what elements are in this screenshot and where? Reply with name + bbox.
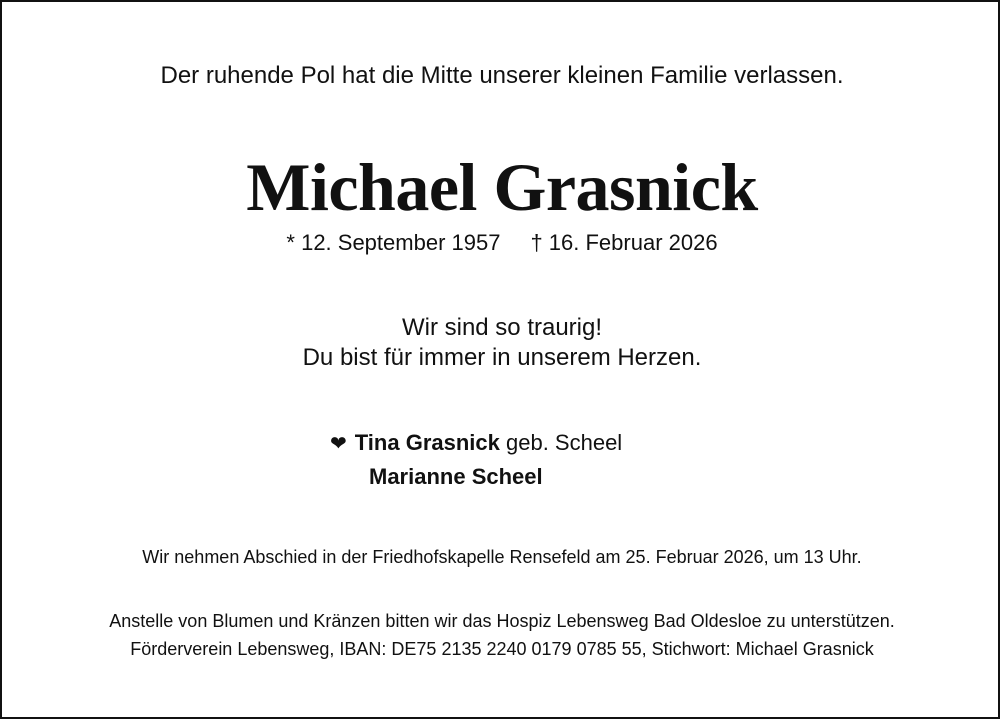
mourner-1 xyxy=(330,430,622,456)
birth-date: * 12. September 1957 xyxy=(286,230,501,255)
intro-text: Der ruhende Pol hat die Mitte unserer kleinen Familie verlassen. xyxy=(160,62,844,89)
mourner-2-name: Marianne Scheel xyxy=(369,464,543,489)
mourner-1-name: Tina Grasnick xyxy=(354,430,500,455)
death-date: † 16. Februar 2026 xyxy=(530,230,718,255)
verse-line-2: Du bist für immer in unserem Herzen. xyxy=(302,344,702,371)
deceased-name: Michael Grasnick xyxy=(246,149,758,225)
donation-info-1: Anstelle von Blumen und Kränzen bitten wir das Hospiz Lebensweg Bad Oldesloe zu unterstützen. xyxy=(109,611,895,631)
donation-info-2: Förderverein Lebensweg, IBAN: DE75 2135 2240 0179 0785 55, Stichwort: Michael Grasnick xyxy=(130,639,874,659)
life-dates xyxy=(2,230,1000,256)
mourner-2 xyxy=(369,464,543,490)
mourner-1-suffix: geb. Scheel xyxy=(506,430,623,455)
verse-line-1: Wir sind so traurig! xyxy=(401,314,603,341)
heart-icon: ❤ xyxy=(330,433,347,455)
farewell-info: Wir nehmen Abschied in der Friedhofskapelle Rensefeld am 25. Februar 2026, um 13 Uhr. xyxy=(142,547,862,567)
